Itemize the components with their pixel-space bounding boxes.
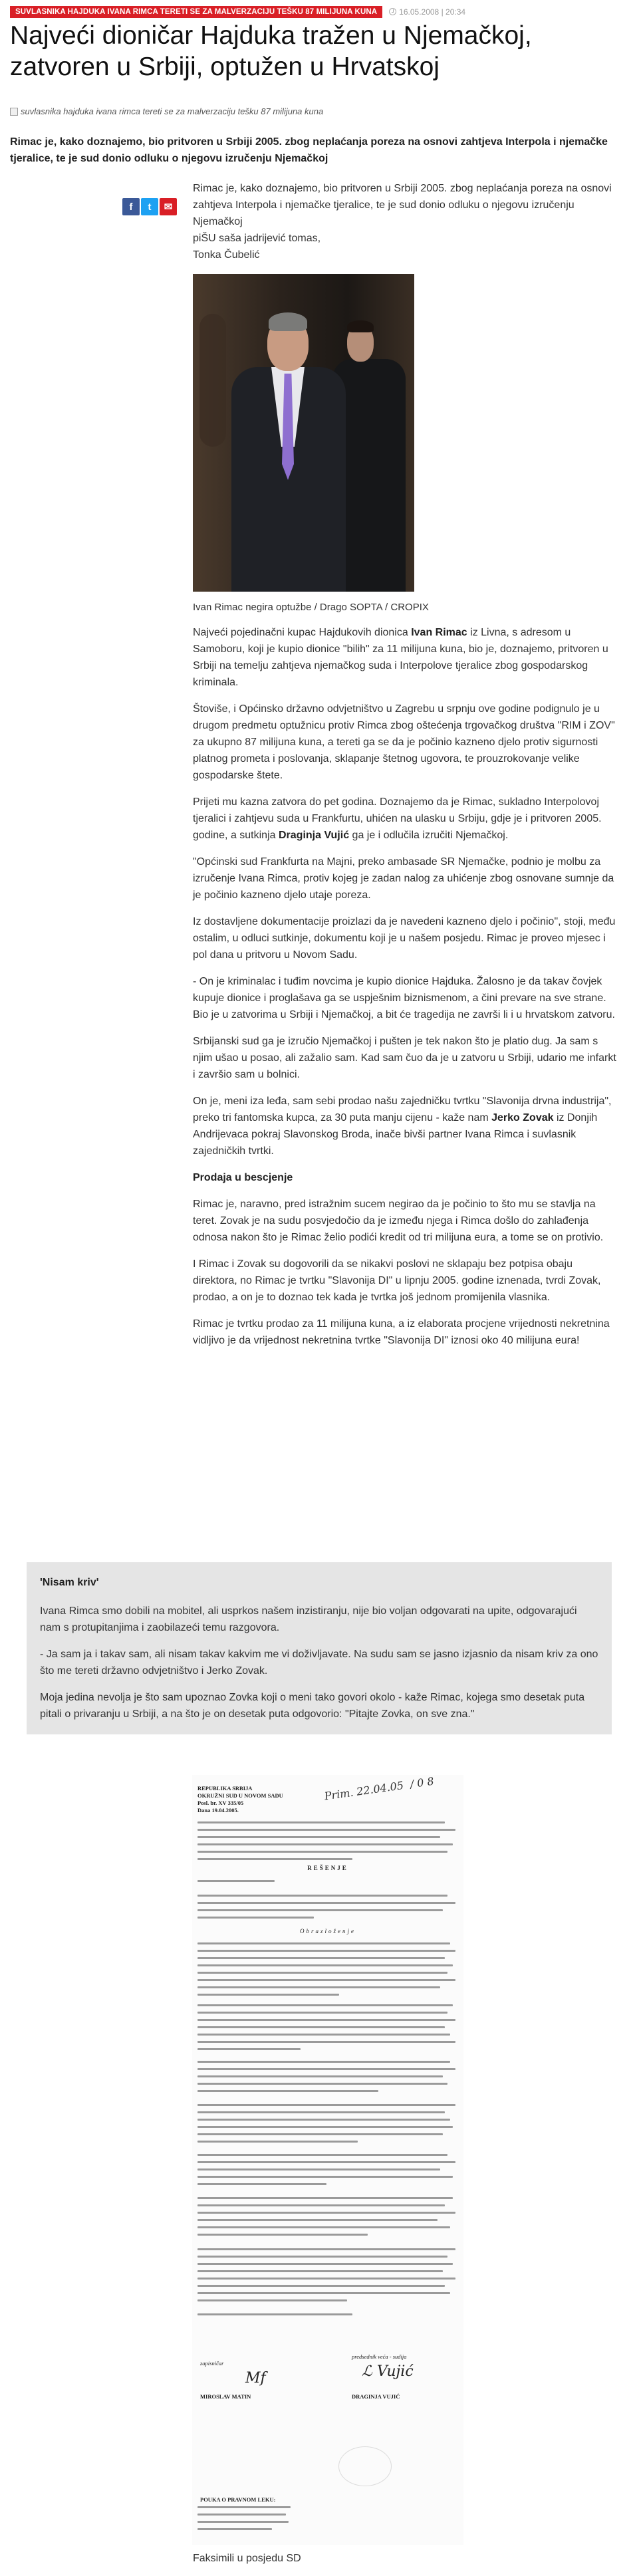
date-text: 16.05.2008 | 20:34 <box>399 7 466 17</box>
signer-left-name: MIROSLAV MATIN <box>200 2393 251 2400</box>
signer-right-name: DRAGINJA VUJIĆ <box>352 2393 400 2400</box>
paragraph: Iz dostavljene dokumentacije proizlazi da je navedeni kazneno djelo i počinio", stoji, među ostalim, u odluci sutkinje, dokumentu koji je u našem posjedu. Rimac je proveo mjesec i pol dana u pritvoru u Novom Sadu. <box>193 916 616 961</box>
article-photo[interactable] <box>193 274 414 592</box>
author-line: piŠU saša jadrijević tomas, <box>193 233 321 244</box>
article-meta-bar <box>10 5 465 18</box>
signer-left-role: zapisničar <box>200 2360 224 2367</box>
photo-caption: Ivan Rimac negira optužbe / Drago SOPTA / CROPIX <box>193 602 429 613</box>
paragraph: Rimac je tvrtku prodao za 11 milijuna kuna, a iz elaborata procjene vrijednosti nekretnina vidljivo je da vrijednost nekretnina tvrtke "Slavonija DI" iznosi oko 40 milijuna eura! <box>193 1318 610 1346</box>
signer-right-role: predsednik veća - sudija <box>352 2353 407 2360</box>
fax-text-block <box>197 1821 455 1865</box>
paragraph: I Rimac i Zovak su dogovorili da se nikakvi poslovi ne sklapaju bez potpisa obaju direktora, no Rimac je tvrtku "Slavonija DI" u lipnju 2005. godine iznenada, tvrdi Zovak, prodao, a on je to doznao tek kada je tvrtka još jednom promijenila vlasnika. <box>193 1258 601 1303</box>
hero-image <box>10 106 323 116</box>
paragraph: Najveći pojedinačni kupac Hajdukovih dionica Ivan Rimac iz Livna, s adresom u Samoboru, koji je kupio dionice "bilih" za 11 milijuna kuna, bio je, doznajemo, pritvoren u Srbiji na temelju zahtjeva njemačkog suda i Interpolove tjeralice zbog gospodarskog kriminala. <box>193 627 608 688</box>
email-share-button[interactable]: ✉ <box>160 198 177 215</box>
paragraph: "Općinski sud Frankfurta na Majni, preko ambasade SR Njemačke, podnio je molbu za izručenje Ivana Rimca, protiv kojeg je zadan nalog za uhićenje zbog osnovane sumnje da je počinio kazneno djelo utaje poreza. <box>193 856 614 901</box>
intro-summary: Rimac je, kako doznajemo, bio pritvoren u Srbiji 2005. zbog neplaćanja poreza na osnovi zahtjeva Interpola i njemačke tjeralice, te je sud donio odluku o njegovu izručenju Njemačkoj <box>193 183 612 227</box>
box-heading: 'Nisam kriv' <box>40 1577 99 1588</box>
fax-footer: POUKA O PRAVNOM LEKU: <box>200 2496 276 2503</box>
hero-image-alt: suvlasnika hajduka ivana rimca tereti se za malverzaciju tešku 87 milijuna kuna <box>21 106 324 116</box>
clock-icon <box>389 8 396 15</box>
facebook-share-button[interactable]: f <box>122 198 140 215</box>
paragraph: Štoviše, i Općinsko državno odvjetništvo u Zagrebu u srpnju ove godine podignulo je u drugom predmetu optužnicu protiv Rimca zbog oštećenja trgovačkog društva "RIM i ZOV" za ukupno 87 milijuna kuna, a tereti ga se da je počinio kazneno djelo protiv sigurnosti platnog prometa i poslovanja, sklapanje štetnog ugovora, te prouzrokovanje velike gospodarske štete. <box>193 703 615 781</box>
box-paragraph: - Ja sam ja i takav sam, ali nisam takav kakvim me vi doživljavate. Na sudu sam se jasno izjasnio da nisam kriv za ono što me tereti državno odvjetništvo i Jerko Zovak. <box>40 1649 598 1677</box>
person-name: Ivan Rimac <box>411 627 467 638</box>
fax-header: REPUBLIKA SRBIJA OKRUŽNI SUD U NOVOM SADU Posl. br. XV 335/05 Dana 19.04.2005. <box>197 1785 283 1814</box>
section-subheading: Prodaja u bescjenje <box>193 1172 293 1183</box>
paragraph: Rimac je, naravno, pred istražnim sucem negirao da je počinio to što mu se stavlja na teret. Zovak je na sudu posvjedočio da je između njega i Rimca došlo do zahlađenja odnosa nakon što je Rimac želio podići kredit od tri milijuna eura, a tome se on protivio. <box>193 1199 604 1243</box>
court-document-facsimile[interactable] <box>192 1775 463 2545</box>
paragraph: On je, meni iza leđa, sam sebi prodao našu zajedničku tvrtku "Slavonija drvna industrija", preko tri fantomska kupca, za 30 puta manju cijenu - kaže nam Jerko Zovak iz Donjih Andrijevaca pokraj Slavonskog Broda, inače bivši partner Ivana Rimca i suvlasnik zajedničkih tvrtki. <box>193 1096 612 1157</box>
article-body <box>193 180 618 1359</box>
article-lead: Rimac je, kako doznajemo, bio pritvoren u Srbiji 2005. zbog neplaćanja poreza na osnovi zahtjeva Interpola i njemačke tjeralice, te je sud donio odluku o njegovu izručenju Njemačkoj <box>10 136 608 164</box>
handwritten-stamp: Prim. 22.04.05 / 0 8 <box>323 1775 435 1803</box>
facsimile-caption: Faksimili u posjedu SD <box>193 2553 301 2564</box>
paragraph: Srbijanski sud ga je izručio Njemačkoj i pušten je tek nakon što je platio dug. Ja sam s njim ušao u posao, ali zažalio sam. Kad sam čuo da je u zatvoru u Srbiji, udario me infarkt i završio sam u bolnici. <box>193 1036 616 1080</box>
fax-section-title: Obrazloženje <box>300 1928 356 1934</box>
fax-heading: REŠENJE <box>307 1865 348 1871</box>
box-paragraph: Ivana Rimca smo dobili na mobitel, ali usprkos našem inzistiranju, nije bio voljan odgovarati na upite, odgovarajući nam s protupitanjima i zaobilazeći temu razgovora. <box>40 1605 577 1633</box>
paragraph: - On je kriminalac i tuđim novcima je kupio dionice Hajduka. Žalosno je da takav čovjek kupuje dionice i proglašava ga se uspješnim biznismenom, a čini prevare na sve strane. Bio je u zatvorima u Srbiji i Njemačkoj, a bit će tragedija ne završi li i u hrvatskom zatvoru. <box>193 976 615 1020</box>
signature-left: Mf <box>245 2370 266 2387</box>
twitter-share-button[interactable]: t <box>141 198 158 215</box>
box-paragraph: Moja jedina nevolja je što sam upoznao Zovka koji o meni tako govori okolo - kaže Rimac, kojega smo desetak puta pitali o privaranju u Srbiji, a na što je on desetak puta odgovorio: "Pitajte Zovka, on sve zna." <box>40 1692 585 1720</box>
broken-image-icon <box>10 108 18 116</box>
signature-right: ℒ Vujić <box>362 2363 414 2380</box>
share-buttons <box>122 198 177 215</box>
court-seal <box>338 2446 392 2486</box>
person-name: Jerko Zovak <box>491 1112 554 1123</box>
category-badge[interactable]: SUVLASNIKA HAJDUKA IVANA RIMCA TERETI SE ZA MALVERZACIJU TEŠKU 87 MILIJUNA KUNA <box>10 6 382 18</box>
article-title: Najveći dioničar Hajduka tražen u Njemačkoj, zatvoren u Srbiji, optužen u Hrvatskoj <box>10 21 532 81</box>
publish-date <box>389 7 465 17</box>
paragraph: Prijeti mu kazna zatvora do pet godina. Doznajemo da je Rimac, sukladno Interpolovoj tjeralici i zahtjevu suda u Frankfurtu, uhićen na ulasku u Srbiju, gdje je i pritvoren 2005. godine, a sutkinja Draginja Vujić ga je i odlučila izručiti Njemačkoj. <box>193 796 602 841</box>
quote-box <box>27 1562 612 1734</box>
author-line-2: Tonka Čubelić <box>193 249 260 261</box>
person-name: Draginja Vujić <box>278 830 350 841</box>
